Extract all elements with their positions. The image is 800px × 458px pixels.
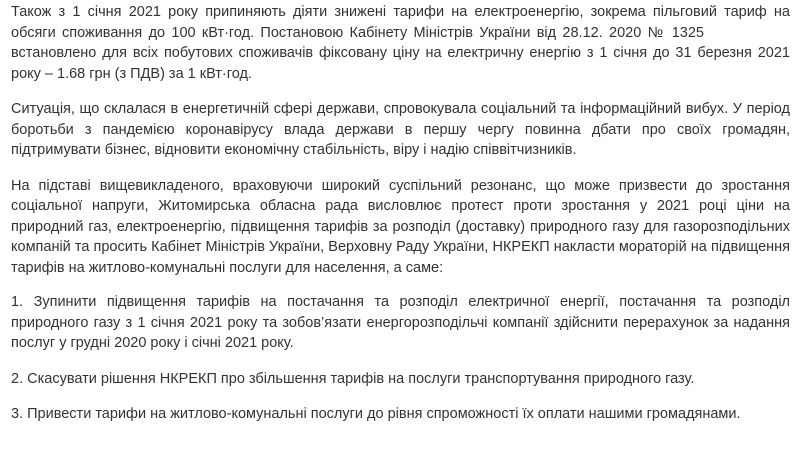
paragraph-tariffs-part1: Також з 1 січня 2021 року припиняють діяти знижені тарифи на електроенергію, зокрема пільговий тариф на обсяги споживання до 100 кВт·год. Постановою Кабінету Міністрів України від 28.12. 2020 № 1325 xyxy=(11,4,790,41)
paragraph-protest: На підставі вищевикладеного, враховуючи широкий суспільний резонанс, що може призвести до зростання соціальної напруги, Житомирська обласна рада висловлює протест проти зростання у 2021 році ціни на природний газ, електроенергію, підвищення тарифів за розподіл (доставку) природного газу для газорозподільних компаній та просить Кабінет Міністрів України, Верховну Раду України, НКРЕКП накласти мораторій на підвищення тарифів на житлово-комунальні послуги для населення, а саме: xyxy=(11,177,790,276)
paragraph-situation: Ситуація, що склалася в енергетичній сфері держави, спровокувала соціальний та інформаційний вибух. У період боротьби з пандемією коронавірусу влада держави в першу чергу повинна дбати про своїх громадян, підтримувати бізнес, відновити економічну стабільність, віру і надію співвітчизників. xyxy=(11,101,790,158)
list-item-3: 3. Привести тарифи на житлово-комунальні послуги до рівня спроможності їх оплати нашими громадянами. xyxy=(11,406,741,422)
list-item-2: 2. Скасувати рішення НКРЕКП про збільшення тарифів на послуги транспортування природного газу. xyxy=(11,370,695,387)
paragraph-tariffs-part2: встановлено для всіх побутових споживачів фіксовану ціну на електричну енергію з 1 січня до 31 березня 2021 року – 1.68 грн (з ПДВ) за 1 кВт·год. xyxy=(11,45,790,82)
paragraph-tariffs xyxy=(11,2,790,84)
list-item-1: 1. Зупинити підвищення тарифів на постачання та розподіл електричної енергії, постачання та розподіл природного газу з 1 січня 2021 року та зобов’язати енергорозподільчі компанії здійснити перерахунок за надання послуг у грудні 2020 року і січні 2021 року. xyxy=(11,294,790,351)
